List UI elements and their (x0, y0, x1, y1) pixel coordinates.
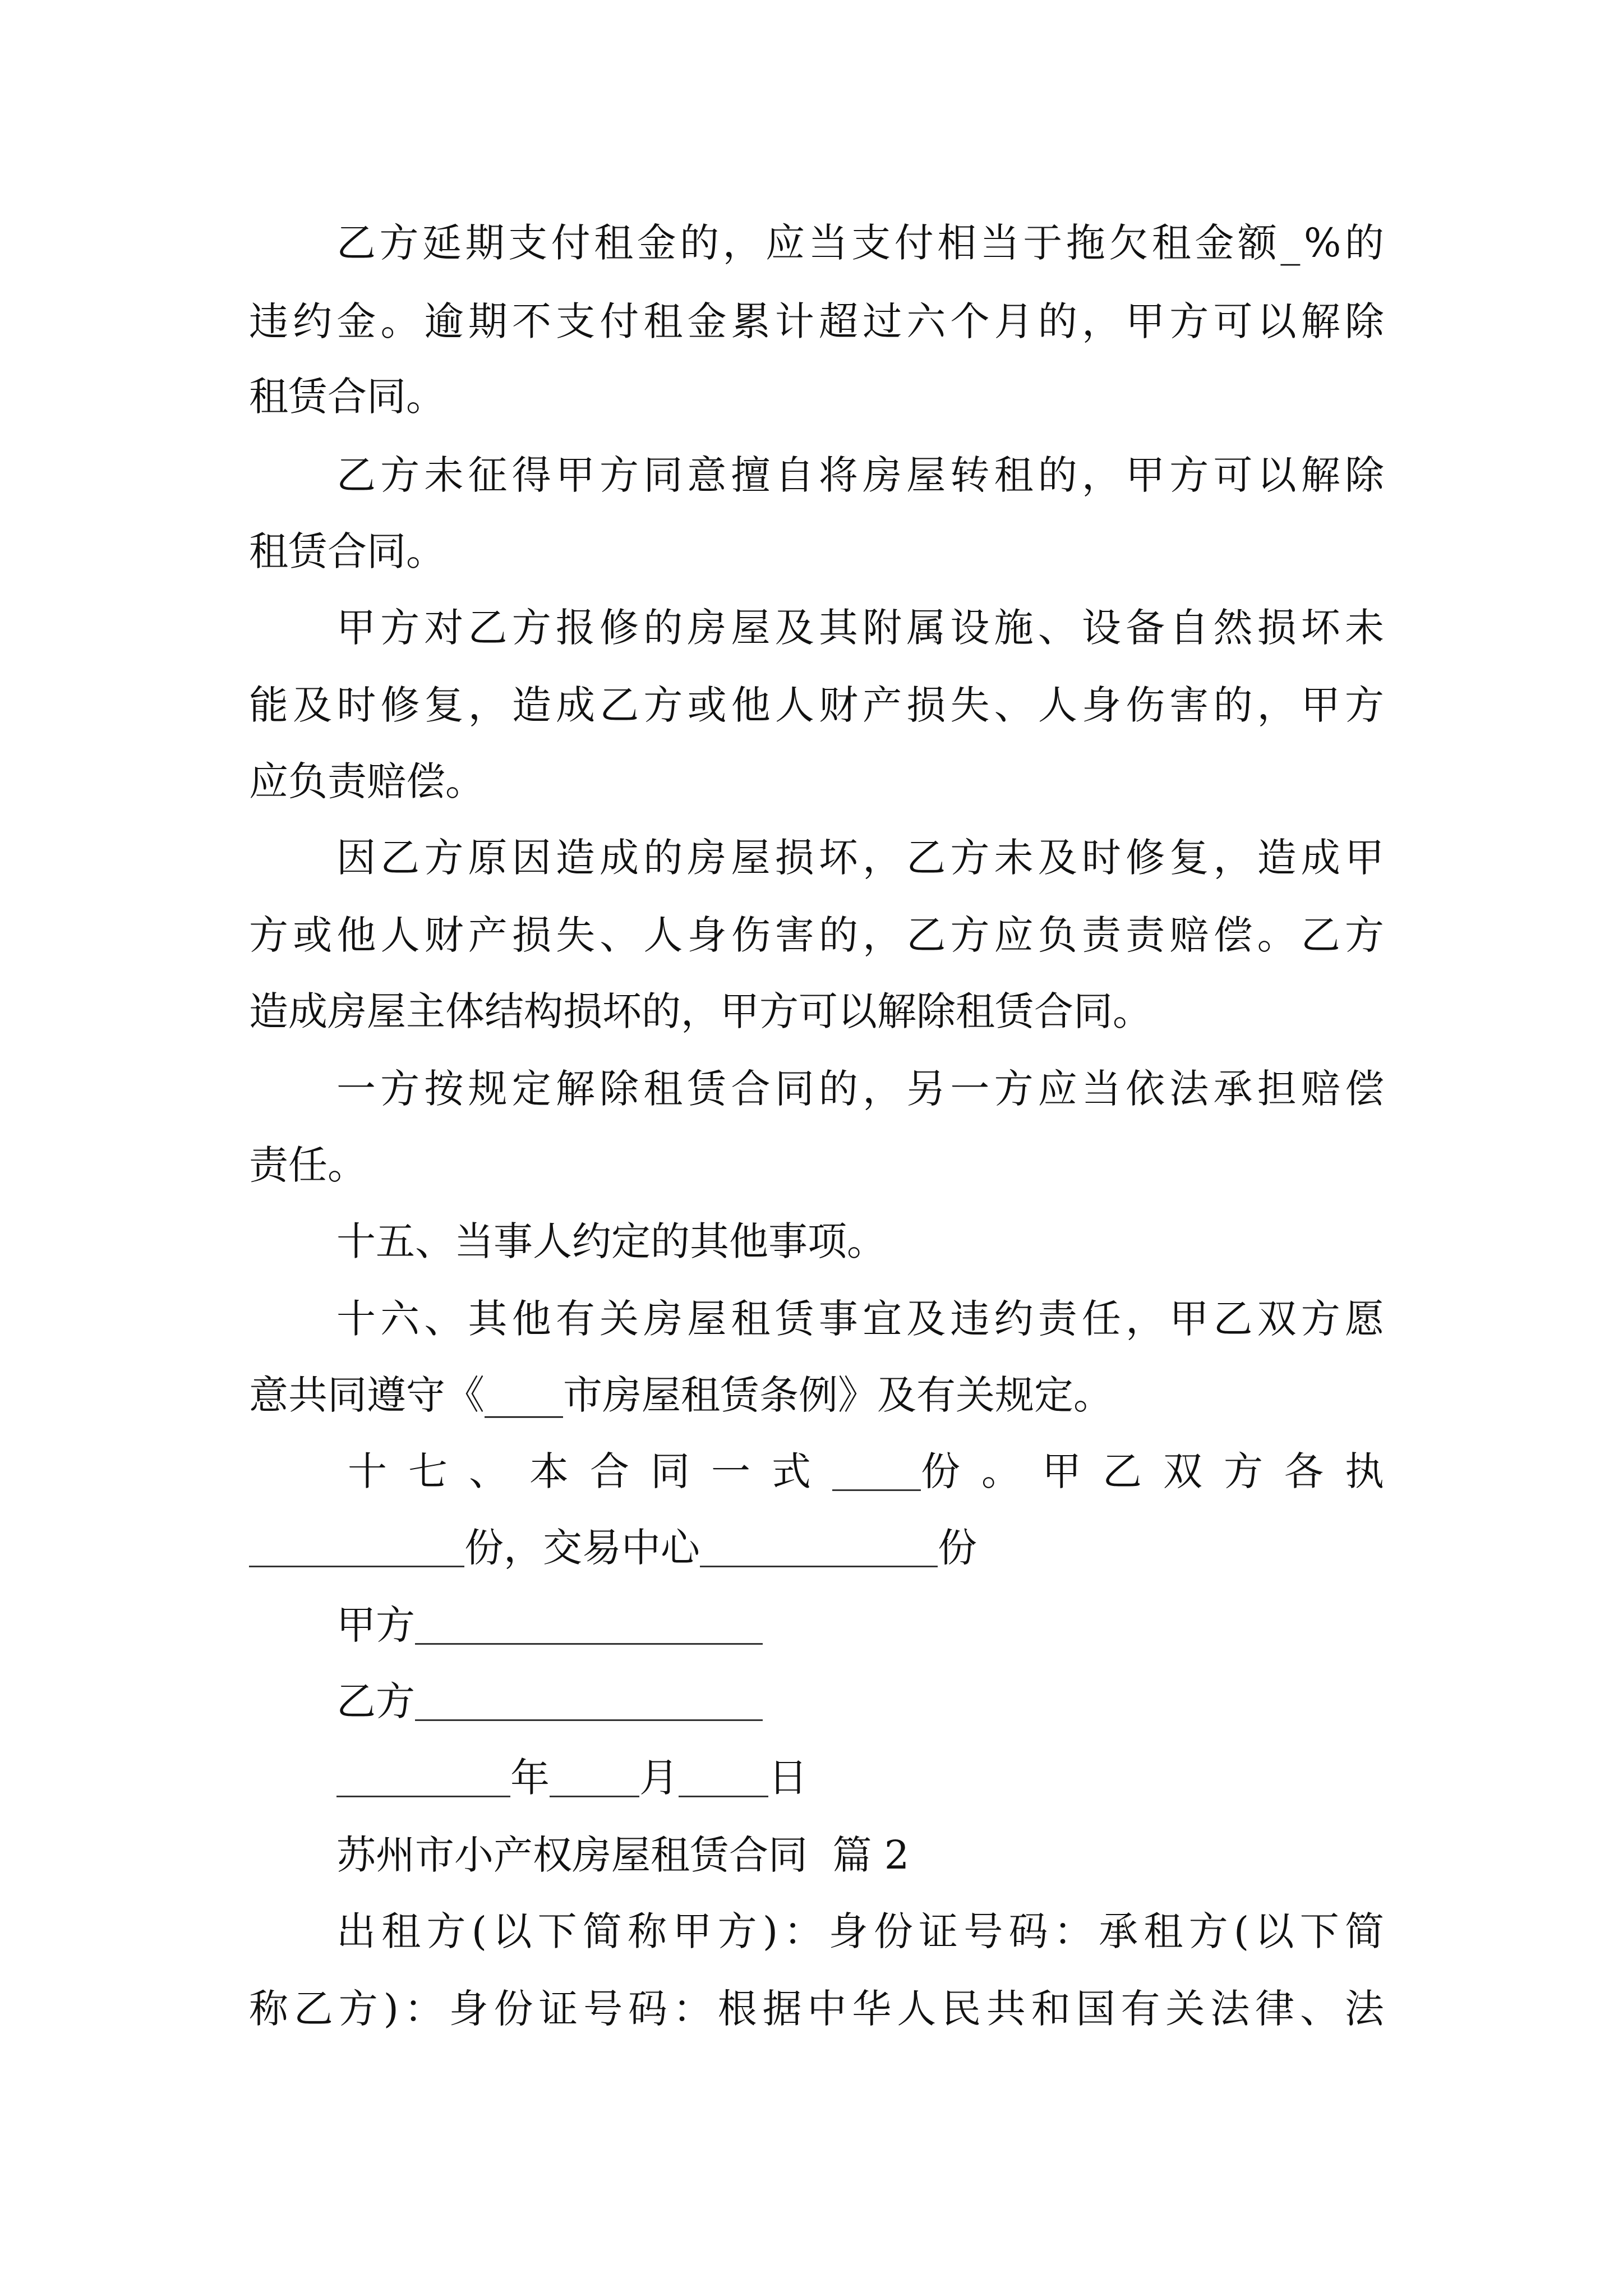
day-label: 日 (768, 1755, 808, 1801)
party-a-label: 甲方 (336, 1602, 415, 1648)
clause-16-line-2: 意共同遵守《____市房屋租赁条例》及有关规定。 (249, 1372, 1113, 1418)
clause-15: 十五、当事人约定的其他事项。 (336, 1218, 886, 1264)
clause-17-line-2-end: 份 (938, 1525, 977, 1571)
clause-17-line-2-text: 份，交易中心 (464, 1525, 700, 1571)
year-label: 年 (510, 1755, 550, 1801)
clause-17-line-1 (348, 1448, 1405, 1494)
clause-17-suffix: 份。甲乙双方各执 (921, 1448, 1405, 1494)
month-blank[interactable] (550, 1763, 639, 1797)
copies-center-blank[interactable] (700, 1533, 938, 1567)
paragraph-4-line-1: 因 乙 方 原 因 造 成 的 房 屋 损 坏 ， 乙 方 未 及 时 修 复 ， 造 成 甲 (336, 835, 1384, 881)
paragraph-5-line-1: 一 方 按 规 定 解 除 租 赁 合 同 的 ， 另 一 方 应 当 依 法 承 担 赔 偿 (336, 1066, 1384, 1112)
paragraph-1-line-3: 租赁合同。 (249, 374, 445, 420)
paragraph-3-line-2: 能 及 时 修 复 ， 造 成 乙 方 或 他 人 财 产 损 失 、 人 身 伤 害 的 ， 甲 方 (249, 682, 1384, 728)
year-blank[interactable] (336, 1763, 510, 1797)
paragraph-2-line-2: 租赁合同。 (249, 528, 445, 574)
paragraph-4-line-2: 方 或 他 人 财 产 损 失 、 人 身 伤 害 的 ， 乙 方 应 负 责 责 赔 偿 。 乙 方 (249, 912, 1384, 958)
paragraph-3-line-3: 应负责赔偿。 (249, 758, 485, 804)
clause-17-line-2 (249, 1525, 977, 1571)
clause-17-prefix: 十七、本合同一式 (348, 1448, 832, 1494)
day-blank[interactable] (679, 1763, 768, 1797)
paragraph-2-line-1: 乙 方 未 征 得 甲 方 同 意 擅 自 将 房 屋 转 租 的 ， 甲 方 可 以 解 除 (336, 452, 1384, 498)
paragraph-3-line-1: 甲 方 对 乙 方 报 修 的 房 屋 及 其 附 属 设 施 、 设 备 自 然 损 坏 未 (336, 605, 1384, 651)
paragraph-4-line-3: 造成房屋主体结构损坏的，甲方可以解除租赁合同。 (249, 988, 1152, 1034)
intro-line-2: 称 乙 方 ) ： 身 份 证 号 码 ： 根 据 中 华 人 民 共 和 国 有 关 法 律 、 法 (249, 1986, 1384, 2032)
copies-total-blank[interactable] (832, 1457, 921, 1491)
copies-each-blank[interactable] (249, 1533, 464, 1567)
paragraph-1-line-2: 违 约 金 。 逾 期 不 支 付 租 金 累 计 超 过 六 个 月 的 ， 甲 方 可 以 解 除 (249, 298, 1384, 344)
intro-line-1: 出 租 方 ( 以 下 简 称 甲 方 ) ： 身 份 证 号 码 ： 承 租 方 ( 以 下 简 (336, 1908, 1384, 1954)
party-b-signature-row (336, 1678, 763, 1724)
party-a-signature-blank[interactable] (415, 1611, 763, 1645)
paragraph-5-line-2: 责任。 (249, 1142, 367, 1188)
section-title: 苏州市小产权房屋租赁合同 篇 2 (336, 1832, 910, 1878)
clause-16-line-1: 十 六 、 其 他 有 关 房 屋 租 赁 事 宜 及 违 约 责 任 ， 甲 乙 双 方 愿 (336, 1296, 1384, 1342)
party-b-label: 乙方 (336, 1678, 415, 1724)
date-row (336, 1755, 808, 1801)
party-b-signature-blank[interactable] (415, 1687, 763, 1721)
paragraph-1-line-1: 乙 方 延 期 支 付 租 金 的 ， 应 当 支 付 相 当 于 拖 欠 租 金 额 _ % 的 (336, 220, 1384, 266)
party-a-signature-row (336, 1602, 763, 1648)
month-label: 月 (639, 1755, 679, 1801)
